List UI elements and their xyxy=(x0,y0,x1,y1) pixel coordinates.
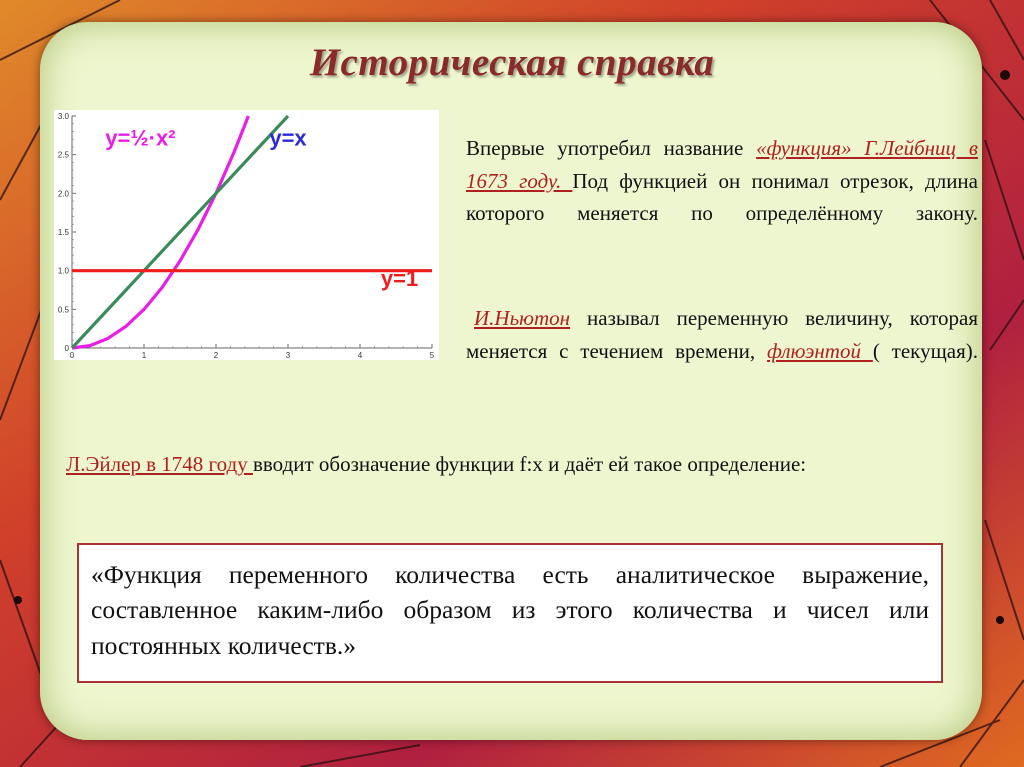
x-tick-label: 2 xyxy=(213,351,219,360)
x-tick-label: 4 xyxy=(357,351,363,360)
text-current: ( текущая). xyxy=(872,338,978,363)
paragraph-newton xyxy=(466,302,978,367)
y-tick-label: 3.0 xyxy=(57,112,69,121)
function-graph xyxy=(54,110,439,360)
paragraph-euler xyxy=(66,448,946,481)
y-tick-label: 2.5 xyxy=(57,150,69,160)
x-tick-label: 1 xyxy=(141,351,147,360)
text-newton: называл переменную величину, которая меняется с течением времени, xyxy=(466,306,978,363)
link-leibniz[interactable]: «функция» Г.Лейбниц в 1673 году. xyxy=(466,136,978,193)
label-identity: y=x xyxy=(269,125,307,151)
link-newton[interactable]: И.Ньютон xyxy=(474,306,571,330)
x-tick-label: 3 xyxy=(285,351,291,360)
label-constant: y=1 xyxy=(380,266,419,292)
y-tick-label: 2.0 xyxy=(57,189,69,199)
link-euler[interactable]: Л.Эйлер в 1748 году xyxy=(66,452,253,476)
paragraph-leibniz xyxy=(466,132,978,230)
text-definition: Под функцией он понимал отрезок, длина которого меняется по определённому закону. xyxy=(466,168,978,226)
x-tick-label: 0 xyxy=(69,351,75,360)
x-tick-label: 5 xyxy=(429,351,435,360)
label-parabola: y=½·x² xyxy=(105,125,176,151)
slide-title: Историческая справка xyxy=(309,41,715,84)
y-tick-label: 1.0 xyxy=(57,266,69,276)
y-tick-label: 0 xyxy=(64,344,69,353)
euler-definition-quote: «Функция переменного количества есть аналитическое выражение, составленное каким-либо образом из этого количества и чисел или постоянных количеств.» xyxy=(77,543,943,683)
y-tick-label: 0.5 xyxy=(57,305,69,315)
link-fluent[interactable]: флюэнтой xyxy=(767,338,873,363)
text-intro: Впервые употребил название xyxy=(466,136,757,160)
text-euler: вводит обозначение функции f:x и даёт ей такое определение: xyxy=(252,452,807,476)
y-tick-label: 1.5 xyxy=(57,228,69,237)
